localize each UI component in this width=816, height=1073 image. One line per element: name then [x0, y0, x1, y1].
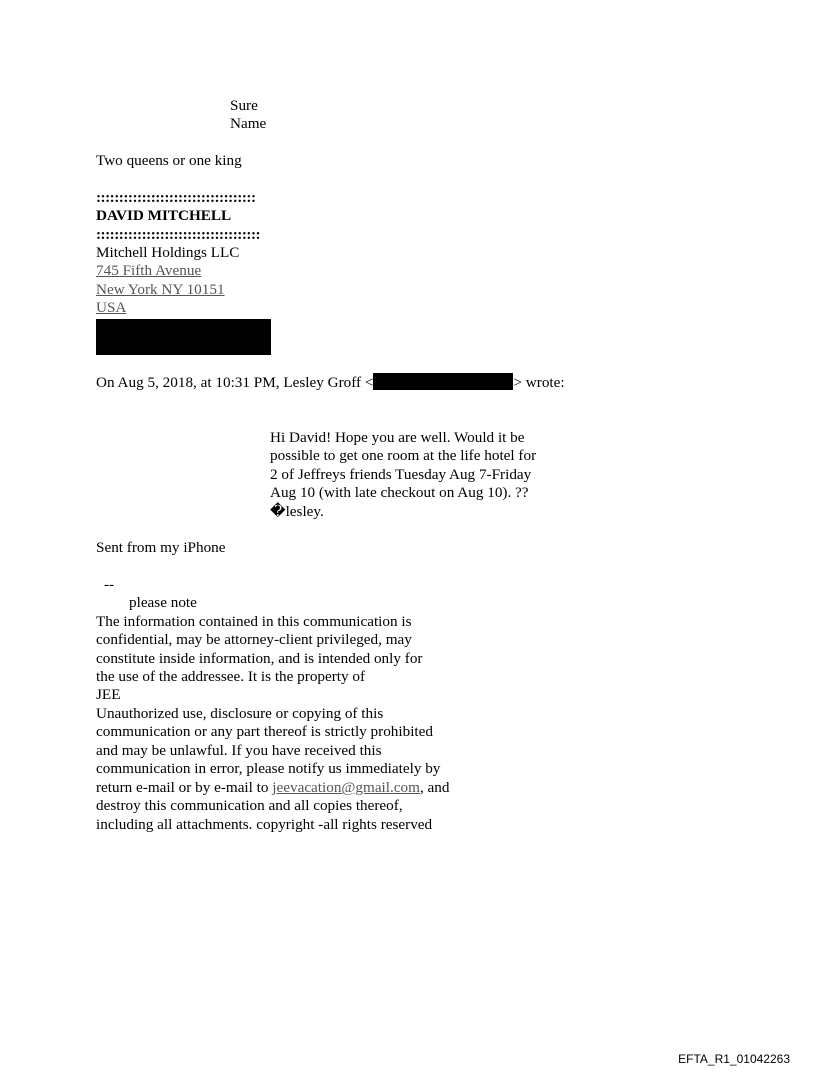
disclaimer-line: JEE: [96, 686, 121, 703]
quoted-header-suffix: > wrote:: [513, 374, 565, 391]
disclaimer-line: confidential, may be attorney-client privileged, may: [96, 631, 412, 648]
sent-from-line: Sent from my iPhone: [96, 539, 226, 556]
disclaimer-email-line: [96, 779, 449, 797]
disclaimer-line: The information contained in this communication is: [96, 613, 412, 630]
disclaimer-line: including all attachments. copyright -all rights reserved: [96, 816, 433, 833]
disclaimer-line: communication in error, please notify us immediately by: [96, 760, 441, 777]
reply-line-name: Name: [230, 115, 267, 132]
signature-divider-top: :::::::::::::::::::::::::::::::::::: [96, 189, 256, 206]
quoted-body-line: Hi David! Hope you are well. Would it be: [270, 429, 525, 446]
signature-name: DAVID MITCHELL: [96, 207, 232, 224]
quoted-header-prefix: On Aug 5, 2018, at 10:31 PM, Lesley Groff <: [96, 374, 374, 391]
quoted-body-line: possible to get one room at the life hotel for: [270, 447, 537, 464]
redaction-box-signature: [96, 319, 271, 355]
redaction-box-email: [373, 373, 513, 390]
reply-line-sure: Sure: [230, 97, 258, 114]
disclaimer-email-suffix: , and: [419, 779, 450, 796]
signature-address-line1-link[interactable]: 745 Fifth Avenue: [96, 262, 202, 279]
signature-country-link[interactable]: USA: [96, 299, 127, 316]
quoted-header: [96, 373, 565, 392]
disclaimer-line: the use of the addressee. It is the property of: [96, 668, 366, 685]
signature-address-line2-link[interactable]: New York NY 10151: [96, 281, 225, 298]
document-id: EFTA_R1_01042263: [678, 1052, 790, 1066]
disclaimer-line: and may be unlawful. If you have received this: [96, 742, 382, 759]
disclaimer-line: Unauthorized use, disclosure or copying of this: [96, 705, 384, 722]
disclaimer-email-link[interactable]: jeevacation@gmail.com: [272, 779, 420, 796]
disclaimer-dash: --: [104, 576, 115, 593]
quoted-body-line: 2 of Jeffreys friends Tuesday Aug 7-Friday: [270, 466, 532, 483]
reply-message: Two queens or one king: [96, 152, 242, 169]
disclaimer-email-prefix: return e-mail or by e-mail to: [96, 779, 273, 796]
signature-company: Mitchell Holdings LLC: [96, 244, 240, 261]
disclaimer-line: destroy this communication and all copies thereof,: [96, 797, 403, 814]
signature-divider-bottom: ::::::::::::::::::::::::::::::::::::: [96, 226, 261, 243]
disclaimer-line: constitute inside information, and is intended only for: [96, 650, 423, 667]
quoted-body-line: Aug 10 (with late checkout on Aug 10). ??: [270, 484, 529, 501]
quoted-body-line: �lesley.: [270, 503, 324, 520]
disclaimer-line: communication or any part thereof is strictly prohibited: [96, 723, 433, 740]
disclaimer-note: please note: [129, 594, 197, 611]
